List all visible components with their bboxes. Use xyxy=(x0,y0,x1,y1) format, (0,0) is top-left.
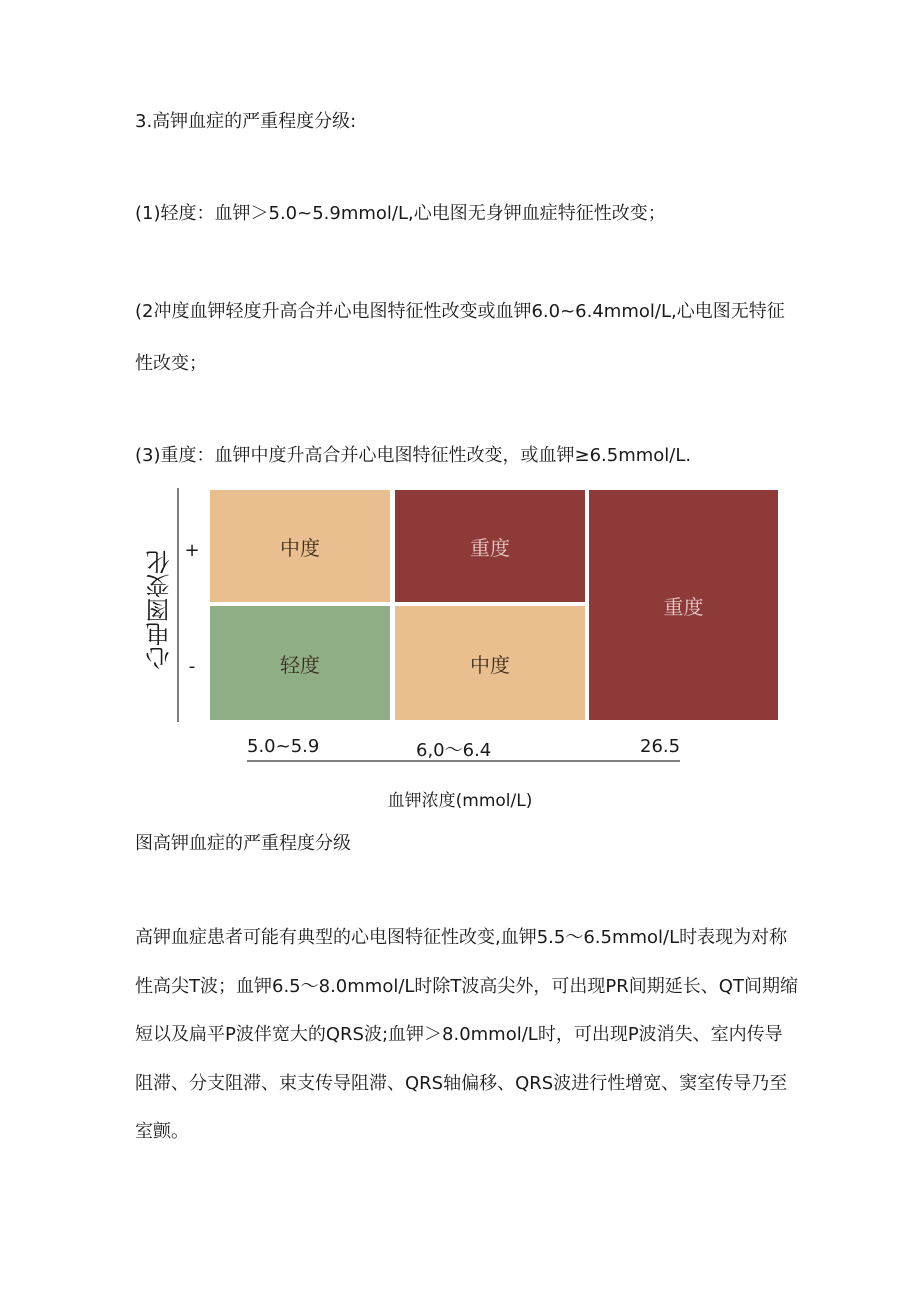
grade-severe-text: (3)重度：血钾中度升高合并心电图特征性改变，或血钾≥6.5mmol/L. xyxy=(135,445,692,466)
section-title: 3.高钾血症的严重程度分级: xyxy=(135,111,357,132)
cell-minus-low xyxy=(210,606,390,720)
body-paragraph: 高钾血症患者可能有典型的心电图特征性改变,血钾5.5〜6.5mmol/L时表现为对称性高尖T波；血钾6.5〜8.0mmol/L时除T波高尖外，可出现PR间期延长、QT间期缩短以及扁平P波伴宽大的QRS波;血钾＞8.0mmol/L时，可出现P波消失、室内传导阻滞、分支阻滞、束支传导阻滞、QRS轴偏移、QRS波进行性增宽、窦室传导乃至室颤。 xyxy=(135,927,798,1142)
cell-label: 重度 xyxy=(663,594,704,619)
cell-label: 轻度 xyxy=(280,652,320,677)
cell-plus-mid xyxy=(395,490,585,602)
grade-mild-text: (1)轻度：血钾＞5.0~5.9mmol/L,心电图无身钾血症特征性改变； xyxy=(135,203,666,224)
cell-high xyxy=(589,490,778,720)
cell-plus-low xyxy=(210,490,390,602)
y-axis-label: 心电图变化 xyxy=(146,550,174,670)
x-tick-low: 5.0~5.9 xyxy=(247,736,320,757)
x-axis-label: 血钾浓度(mmol/L) xyxy=(387,791,533,811)
figure-caption: 图高钾血症的严重程度分级 xyxy=(135,833,351,854)
cell-label: 中度 xyxy=(280,535,320,560)
grade-moderate-text: (2冲度血钾轻度升高合并心电图特征性改变或血钾6.0~6.4mmol/L,心电图无特征性改变； xyxy=(135,301,785,374)
severity-grading-figure xyxy=(140,480,790,820)
cell-label: 中度 xyxy=(470,652,510,677)
cell-minus-mid xyxy=(395,606,585,720)
cell-label: 重度 xyxy=(470,535,510,560)
x-tick-mid: 6,0〜6.4 xyxy=(416,740,492,761)
y-tick-plus: + xyxy=(184,540,200,561)
y-tick-minus: - xyxy=(188,656,196,677)
x-tick-high: 26.5 xyxy=(640,736,681,757)
